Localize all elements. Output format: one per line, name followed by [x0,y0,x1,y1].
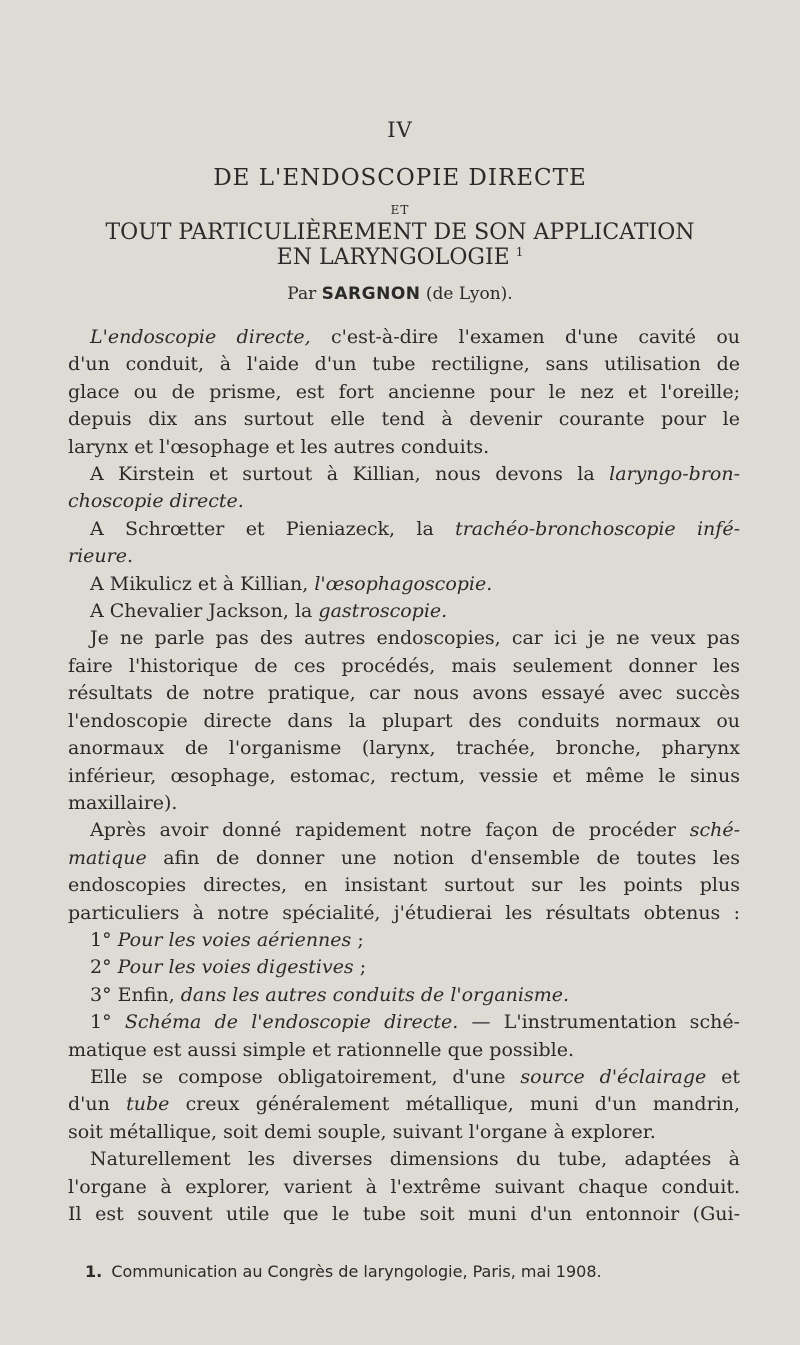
paragraph-line: matique est aussi simple et rationnelle que possible. [68,1038,574,1061]
paragraph-line: 1° Schéma de l'endoscopie directe. — L'instrumentation sché- [90,1011,740,1034]
footnote [85,1262,602,1281]
paragraph-line: depuis dix ans surtout elle tend à devenir courante pour le [68,408,740,431]
title-line-3 [0,245,800,270]
body-text [68,324,740,1228]
paragraph-line: choscopie directe. [68,490,244,513]
footnote-number: 1. [85,1262,103,1281]
paragraph-line: A Chevalier Jackson, la gastroscopie. [90,600,448,623]
paragraph-line: Après avoir donné rapidement notre façon de procéder sché- [90,819,740,842]
title-line-1: DE L'ENDOSCOPIE DIRECTE [213,165,587,191]
paragraph-line: maxillaire). [68,791,178,814]
chapter-number: IV [387,118,413,142]
title-line-2: TOUT PARTICULIÈREMENT DE SON APPLICATION [105,220,695,245]
paragraph-line: 3° Enfin, dans les autres conduits de l'organisme. [90,983,570,1006]
paragraph-line: d'un tube creux généralement métallique, muni d'un mandrin, [68,1093,741,1116]
paragraph-line: résultats de notre pratique, car nous avons essayé avec succès [68,682,740,705]
byline-prefix: Par [287,284,317,304]
paragraph-line: l'organe à explorer, varient à l'extrême suivant chaque conduit. [68,1175,740,1198]
author-origin: (de Lyon). [425,284,513,304]
paragraph-line: larynx et l'œsophage et les autres conduits. [68,435,490,458]
paragraph-line: 1° Pour les voies aériennes ; [90,928,364,951]
footnote-text: Communication au Congrès de laryngologie, Paris, mai 1908. [111,1262,602,1281]
paragraph-line: l'endoscopie directe dans la plupart des conduits normaux ou [68,709,740,732]
paragraph-line: faire l'historique de ces procédés, mais seulement donner les [68,654,740,677]
paragraph-line: particuliers à notre spécialité, j'étudierai les résultats obtenus : [68,901,740,924]
paragraph-line: rieure. [68,545,134,568]
paragraph-line: matique afin de donner une notion d'ensemble de toutes les [68,846,740,869]
paragraph-line: soit métallique, soit demi souple, suivant l'organe à explorer. [68,1120,656,1143]
title-line-3-text: EN LARYNGOLOGIE [276,245,510,270]
footnote-reference[interactable]: 1 [515,245,524,259]
paragraph-line: anormaux de l'organisme (larynx, trachée, bronche, pharynx [68,737,740,760]
paragraph-line: Elle se compose obligatoirement, d'une source d'éclairage et [90,1065,740,1088]
paragraph-line: L'endoscopie directe, c'est-à-dire l'examen d'une cavité ou [90,326,741,348]
paragraph-line: A Kirstein et surtout à Killian, nous devons la laryngo-bron- [90,463,740,486]
paragraph-line: Naturellement les diverses dimensions du tube, adaptées à [90,1148,740,1171]
paragraph-line: Il est souvent utile que le tube soit muni d'un entonnoir (Gui- [68,1203,740,1225]
title-conjunction: ET [390,203,410,217]
paragraph-line: endoscopies directes, en insistant surtout sur les points plus [68,874,740,897]
paragraph-line: A Mikulicz et à Killian, l'œsophagoscopie. [90,572,493,595]
paragraph-line: 2° Pour les voies digestives ; [90,956,367,979]
byline [0,284,800,304]
paragraph-line: Je ne parle pas des autres endoscopies, car ici je ne veux pas [90,627,740,650]
paragraph-line: A Schrœtter et Pieniazeck, la trachéo-bronchoscopie infé- [90,517,740,540]
paragraph-line: d'un conduit, à l'aide d'un tube rectiligne, sans utilisation de [68,353,740,376]
paragraph-line: inférieur, œsophage, estomac, rectum, vessie et même le sinus [68,764,740,787]
paragraph-line: glace ou de prisme, est fort ancienne pour le nez et l'oreille; [68,380,740,403]
author-name: SARGNON [321,284,421,304]
